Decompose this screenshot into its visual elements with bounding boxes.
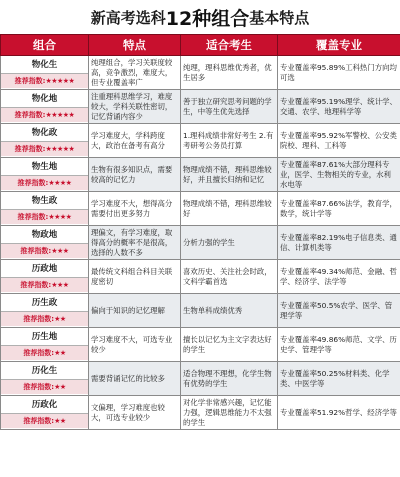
- combo-cell: [1, 328, 89, 362]
- combo-cell: [1, 158, 89, 192]
- features-cell: 学习难度不大，可选专业较少: [89, 328, 181, 362]
- recommend-index: [1, 176, 88, 190]
- recommend-index: [1, 244, 88, 258]
- combo-name: 历化生: [1, 363, 88, 380]
- star-rating: ★★: [54, 315, 66, 323]
- recommend-label: 推荐指数:: [17, 179, 49, 187]
- header-coverage: 覆盖专业: [278, 35, 400, 56]
- recommend-index: [1, 414, 88, 428]
- combo-name: 历生政: [1, 295, 88, 312]
- coverage-cell: 专业覆盖率51.92%哲学、经济学等: [278, 396, 400, 430]
- coverage-cell: 专业覆盖率49.34%师范、金融、哲学、经济学、法学等: [278, 260, 400, 294]
- combo-cell: [1, 56, 89, 90]
- recommend-index: [1, 312, 88, 326]
- features-cell: 文偏理，学习难度也较大，可选专业较少: [89, 396, 181, 430]
- table-row: [1, 90, 400, 124]
- suitable-cell: 生物单科成绩优秀: [181, 294, 278, 328]
- header-features: 特点: [89, 35, 181, 56]
- star-rating: ★★: [54, 383, 66, 391]
- table-row: [1, 260, 400, 294]
- table-row: [1, 124, 400, 158]
- combo-name: 物化生: [1, 57, 88, 74]
- recommend-index: [1, 142, 88, 156]
- table-row: [1, 328, 400, 362]
- features-cell: 理偏文，有学习难度，取得高分的概率不是很高，选择的人数不多: [89, 226, 181, 260]
- star-rating: ★★★★★: [45, 145, 75, 153]
- star-rating: ★★★★★: [45, 77, 75, 85]
- features-cell: 学习难度不大，想得高分需要付出更多努力: [89, 192, 181, 226]
- header-suitable: 适合考生: [181, 35, 278, 56]
- recommend-label: 推荐指数:: [17, 213, 49, 221]
- coverage-cell: 专业覆盖率49.86%师范、文学、历史学、管理学等: [278, 328, 400, 362]
- table-row: [1, 226, 400, 260]
- table-row: [1, 158, 400, 192]
- combination-table: [0, 34, 400, 430]
- recommend-index: [1, 210, 88, 224]
- combo-name: 历生地: [1, 329, 88, 346]
- features-cell: 需要背诵记忆的比较多: [89, 362, 181, 396]
- coverage-cell: 专业覆盖率82.19%电子信息类、通信、计算机类等: [278, 226, 400, 260]
- suitable-cell: 分析力强的学生: [181, 226, 278, 260]
- suitable-cell: 喜欢历史、关注社会时政，文科学霸首选: [181, 260, 278, 294]
- combo-name: 物生地: [1, 159, 88, 176]
- combo-cell: [1, 396, 89, 430]
- suitable-cell: 纯理，理科思维优秀者，优生居多: [181, 56, 278, 90]
- table-row: [1, 56, 400, 90]
- recommend-label: 推荐指数:: [23, 315, 55, 323]
- recommend-label: 推荐指数:: [14, 111, 46, 119]
- combo-cell: [1, 260, 89, 294]
- title-suffix: 基本特点: [249, 8, 310, 27]
- header-combination: 组合: [1, 35, 89, 56]
- suitable-cell: 物理成绩不错，理科思维较好: [181, 192, 278, 226]
- coverage-cell: 专业覆盖率50.25%材料类、化学类、中医学等: [278, 362, 400, 396]
- coverage-cell: 专业覆盖率50.5%农学、医学、管理学等: [278, 294, 400, 328]
- coverage-cell: 专业覆盖率95.19%理学、统计学、交通、农学、地理科学等: [278, 90, 400, 124]
- features-cell: 偏向于知识的记忆理解: [89, 294, 181, 328]
- features-cell: 最传统文科组合科目关联度密切: [89, 260, 181, 294]
- suitable-cell: 擅长以记忆为主文字表达好的学生: [181, 328, 278, 362]
- combo-name: 物政地: [1, 227, 88, 244]
- recommend-index: [1, 74, 88, 88]
- recommend-label: 推荐指数:: [23, 417, 55, 425]
- features-cell: 注重理科思维学习，难度较大，学科关联性密切，记忆背诵内容少: [89, 90, 181, 124]
- combo-cell: [1, 294, 89, 328]
- combo-name: 历政化: [1, 397, 88, 414]
- features-cell: 学习难度大，学科跨度大，政治在备考有高分: [89, 124, 181, 158]
- recommend-label: 推荐指数:: [20, 247, 52, 255]
- star-rating: ★★★★: [48, 179, 72, 187]
- recommend-label: 推荐指数:: [20, 281, 52, 289]
- recommend-label: 推荐指数:: [23, 383, 55, 391]
- recommend-index: [1, 108, 88, 122]
- star-rating: ★★★★: [48, 213, 72, 221]
- combo-cell: [1, 90, 89, 124]
- star-rating: ★★★: [51, 281, 69, 289]
- features-cell: 生物有很多知识点，需要较高的记忆力: [89, 158, 181, 192]
- table-row: [1, 396, 400, 430]
- recommend-label: 推荐指数:: [23, 349, 55, 357]
- combo-cell: [1, 192, 89, 226]
- combo-name: 物化地: [1, 91, 88, 108]
- recommend-index: [1, 278, 88, 292]
- suitable-cell: 善于独立研究思考问题的学生，中等生优先选择: [181, 90, 278, 124]
- combo-cell: [1, 226, 89, 260]
- combo-cell: [1, 124, 89, 158]
- star-rating: ★★: [54, 349, 66, 357]
- combo-name: 物化政: [1, 125, 88, 142]
- suitable-cell: 对化学非常感兴趣，记忆能力强，逻辑思维能力不太强的学生: [181, 396, 278, 430]
- star-rating: ★★: [54, 417, 66, 425]
- suitable-cell: 物理成绩不错，理科思维较好，并且擅长归纳和记忆: [181, 158, 278, 192]
- recommend-label: 推荐指数:: [14, 145, 46, 153]
- combo-name: 物生政: [1, 193, 88, 210]
- table-row: [1, 294, 400, 328]
- combo-cell: [1, 362, 89, 396]
- table-row: [1, 192, 400, 226]
- features-cell: 纯理组合，学习关联度较高，竞争激烈，难度大，但专业覆盖率广: [89, 56, 181, 90]
- star-rating: ★★★: [51, 247, 69, 255]
- title-prefix: 新高考选科: [90, 8, 166, 27]
- coverage-cell: 专业覆盖率87.66%法学，教育学，数学，统计学等: [278, 192, 400, 226]
- recommend-label: 推荐指数:: [14, 77, 46, 85]
- coverage-cell: 专业覆盖率95.89%工科热门方向均可选: [278, 56, 400, 90]
- combo-name: 历政地: [1, 261, 88, 278]
- suitable-cell: 1.理科成绩非常好考生 2.有考研考公务员打算: [181, 124, 278, 158]
- suitable-cell: 适合物理不理想，化学生物有优势的学生: [181, 362, 278, 396]
- table-row: [1, 362, 400, 396]
- star-rating: ★★★★★: [45, 111, 75, 119]
- coverage-cell: 专业覆盖率87.61%大部分理科专业，医学、生物相关的专业，水利水电等: [278, 158, 400, 192]
- page-title: [0, 0, 400, 34]
- recommend-index: [1, 346, 88, 360]
- recommend-index: [1, 380, 88, 394]
- table-header-row: [1, 35, 400, 56]
- coverage-cell: 专业覆盖率95.92%军警校、公安类院校、理科、工科等: [278, 124, 400, 158]
- title-highlight: 12种组合: [165, 7, 250, 30]
